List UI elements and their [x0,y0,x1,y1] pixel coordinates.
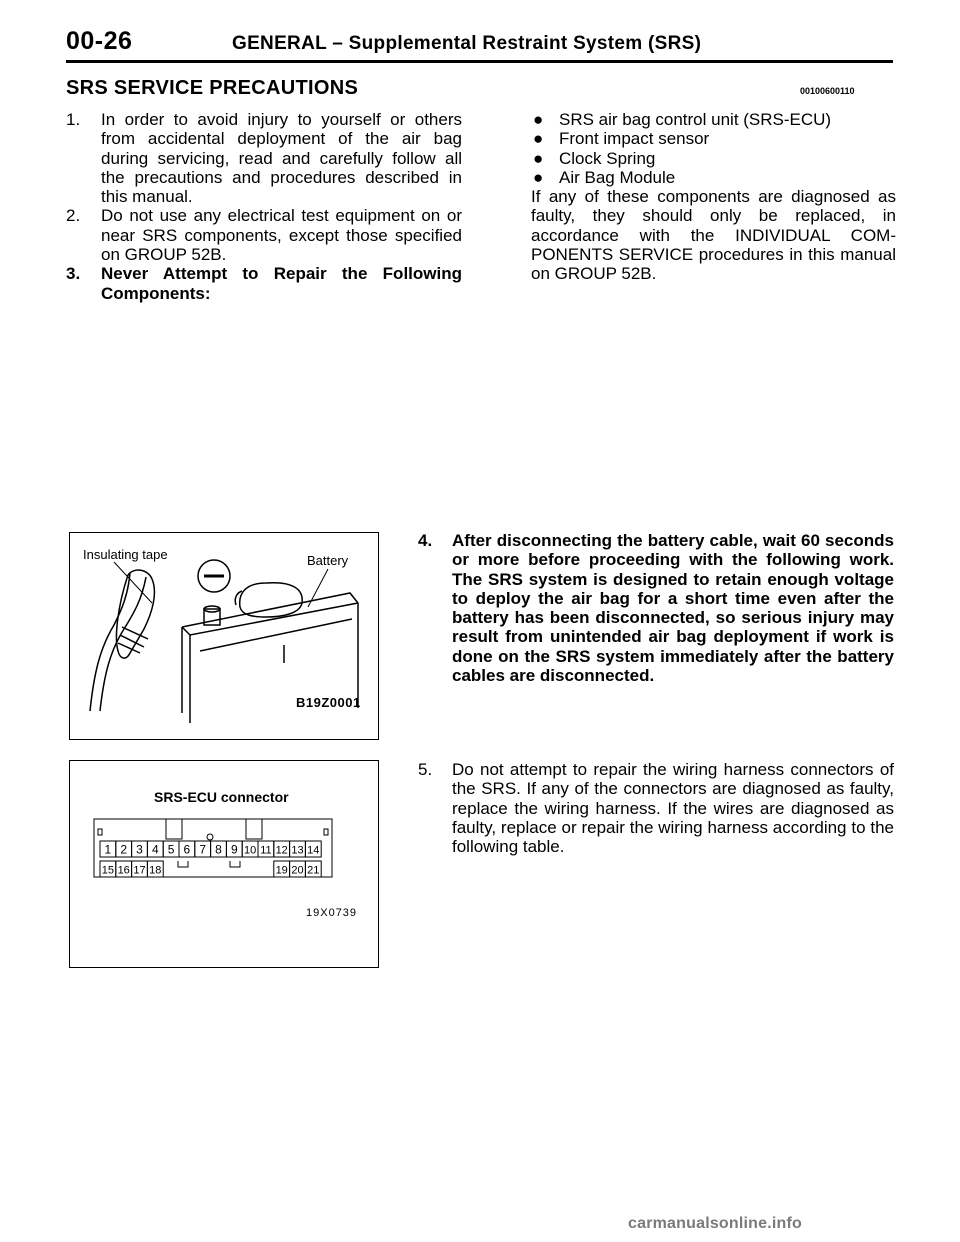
connector-pin [258,841,274,857]
connector-pin [305,841,321,857]
item-text: Do not use any electrical test equipment on or near SRS components, except those specified on GROUP 52B. [101,206,462,265]
connector-title: SRS-ECU connector [154,789,289,805]
left-column [66,110,462,303]
connector-pin [211,841,227,857]
connector-pin [147,861,163,877]
pin-number: 18 [149,864,162,877]
page-header-title: GENERAL – Supplemental Restraint System (SRS) [232,33,702,54]
bullet-text: Front impact sensor [559,129,710,149]
right-column [531,110,896,284]
insulating-tape-label: Insulating tape [83,547,168,562]
srs-ecu-connector-figure [69,760,379,968]
pin-number: 10 [243,844,257,857]
connector-pin [132,861,148,877]
connector-pin [100,841,116,857]
connector-pin [290,841,306,857]
connector-pin [274,861,290,877]
bullet-item [531,168,896,187]
connector-pin [274,841,290,857]
pin-number: 17 [133,864,146,877]
item-number: 2. [66,206,81,226]
connector-pin [116,861,132,877]
connector-pin [226,841,242,857]
list-item [66,206,462,264]
connector-pin [132,841,148,857]
step-5 [418,760,894,856]
pin-number: 8 [215,842,222,857]
bullet-text: SRS air bag control unit (SRS-ECU) [559,110,832,129]
pin-number: 9 [230,842,238,857]
figure-code: 19X0739 [306,907,358,919]
pin-number: 2 [120,842,128,857]
pin-number: 14 [307,844,320,857]
connector-pin [100,861,116,877]
item-text: After disconnecting the battery cable, wait 60 seconds or more before proceeding with the following work. The SRS system is designed to retain enough voltage to deploy the air bag for a short time even after the battery has been disconnected, so serious injury may result from unintended air bag deployment if work is done on the SRS system immediately after the battery cables are disconnected. [452,531,894,686]
section-title: SRS SERVICE PRECAUTIONS [66,77,359,99]
bullet-icon: ● [533,129,544,149]
bullet-icon: ● [533,110,544,129]
page-number: 00-26 [66,27,133,55]
section-code: 00100600110 [800,86,855,96]
item-number: 3. [66,264,81,284]
bullet-icon: ● [533,167,544,187]
item-number: 4. [418,531,433,550]
pin-number: 15 [101,864,115,877]
header-rule [66,60,893,63]
connector-pin [163,841,179,857]
bullet-item [531,149,896,168]
pin-number: 21 [307,864,320,877]
list-item [66,264,462,303]
item-number: 1. [66,110,81,129]
bullet-item [531,110,896,129]
list-item [418,760,894,856]
connector-pin [290,861,306,877]
item-number: 5. [418,760,433,779]
pin-number: 16 [117,864,130,877]
pin-number: 3 [136,842,143,857]
bullet-icon: ● [533,148,544,168]
pin-number: 6 [183,842,191,857]
connector-diagram [70,761,378,967]
pin-number: 11 [260,844,272,857]
connector-pin [179,841,195,857]
bullet-text: Clock Spring [559,148,656,168]
footer-watermark: carmanualsonline.info [628,1215,803,1232]
step-4 [418,531,894,685]
pin-number: 7 [199,842,207,857]
battery-figure [69,532,379,740]
item-text: Do not attempt to repair the wiring harness connectors of the SRS. If any of the connectors are diagnosed as faulty, replace the wiring harness. If the wires are diagnosed as faulty, replace or repair the wiring harness according to the following table. [452,760,894,857]
pin-number: 13 [291,844,304,857]
components-paragraph: If any of these components are diagnosed as faulty, they should only be replaced, in accordance with the INDIVIDUAL COM-PONENTS SERVICE procedures in this manual on GROUP 52B. [531,187,896,284]
pin-number: 19 [275,864,288,877]
pin-number: 5 [167,842,175,857]
figure-code: B19Z0001 [296,695,361,710]
pin-number: 4 [151,842,159,857]
bullet-item [531,129,896,148]
list-item [66,110,462,206]
pin-number: 20 [291,864,304,877]
item-text: In order to avoid injury to yourself or others from accidental deployment of the air bag during servicing, read and carefully follow all the precautions and procedures described in this manual. [101,110,462,207]
connector-pin [242,841,258,857]
pin-number: 1 [104,842,112,857]
connector-pin [195,841,211,857]
list-item [418,531,894,685]
item-text: Never Attempt to Repair the Following Components: [101,264,462,303]
connector-pin [116,841,132,857]
bullet-text: Air Bag Module [559,167,676,187]
pin-number: 12 [275,844,288,857]
battery-label: Battery [307,553,349,568]
connector-pin [305,861,321,877]
connector-pin [147,841,163,857]
